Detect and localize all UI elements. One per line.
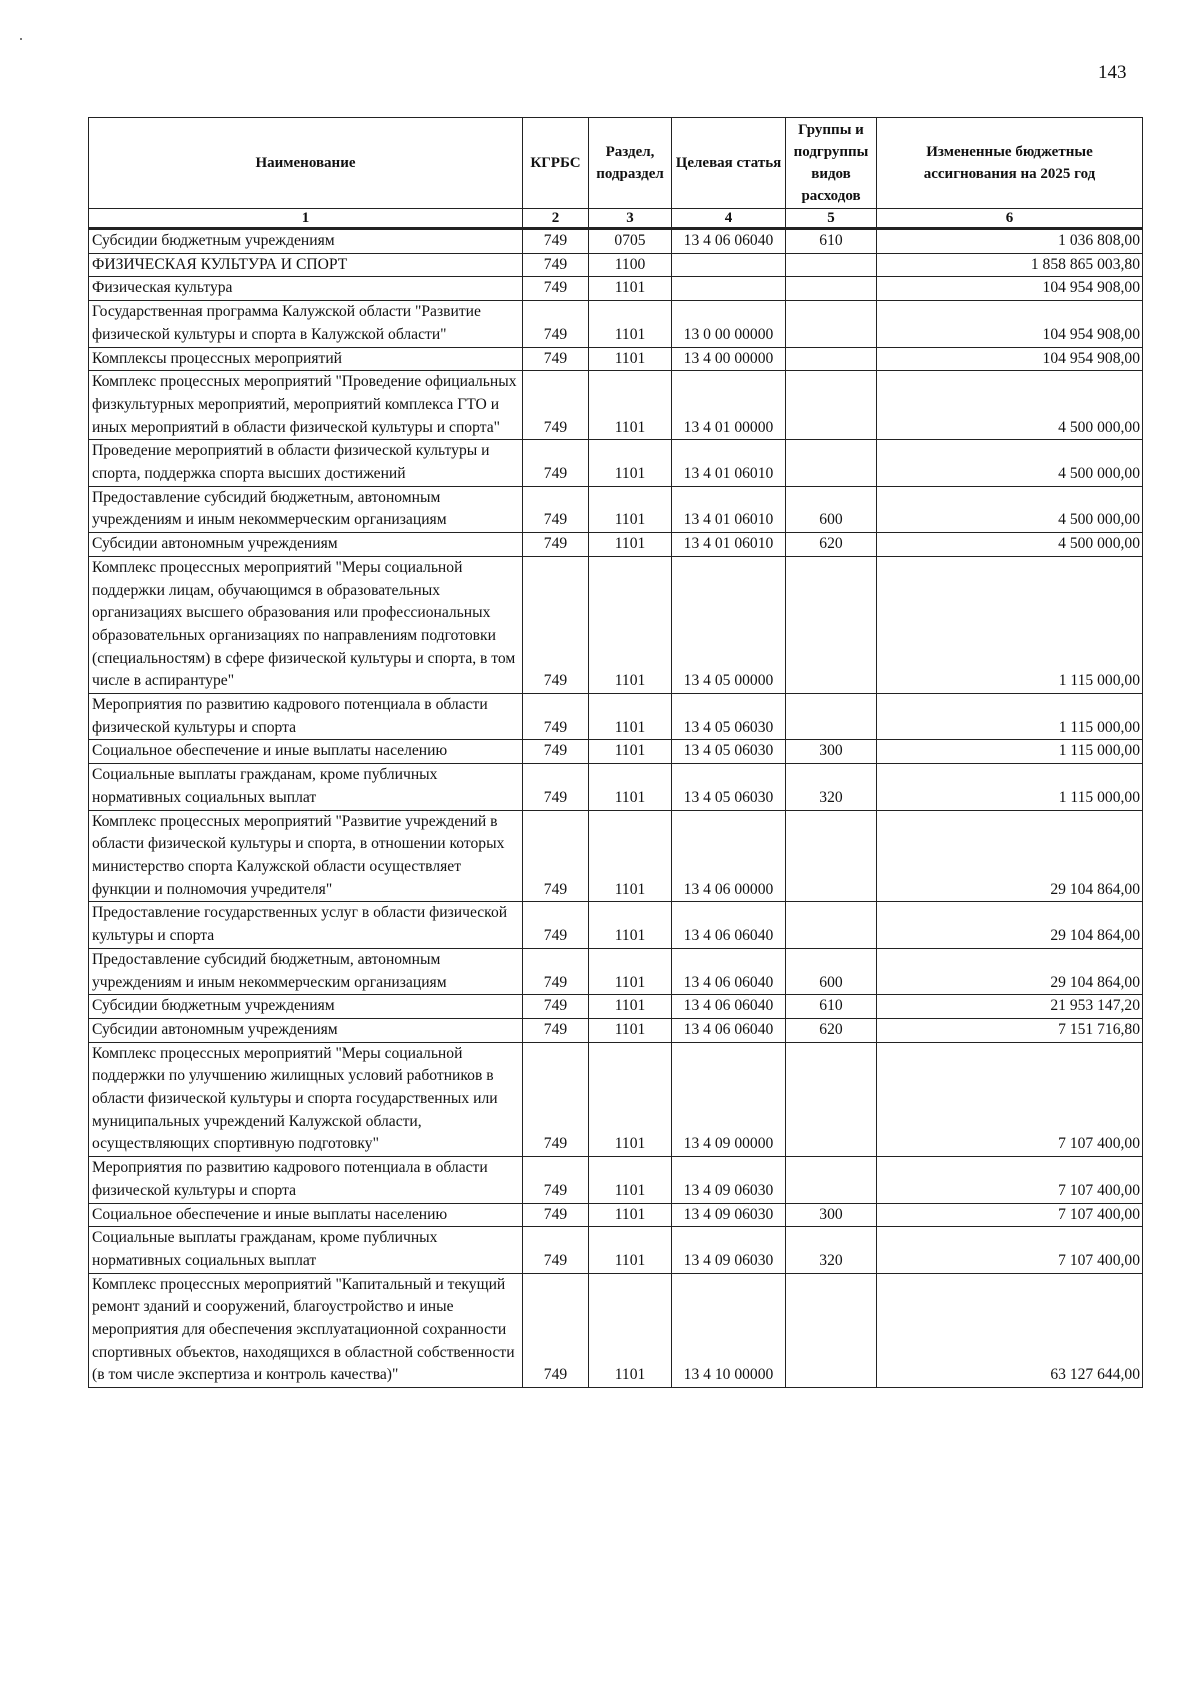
- row-kgrbs: 749: [523, 301, 589, 347]
- row-kgrbs: 749: [523, 277, 589, 301]
- table-row: [89, 694, 1143, 740]
- row-amount: 21 953 147,20: [877, 995, 1143, 1019]
- row-vid: 620: [786, 1018, 877, 1042]
- row-name: Субсидии автономным учреждениям: [89, 1018, 523, 1042]
- row-razdel: 1101: [589, 810, 672, 902]
- row-amount: 1 858 865 003,80: [877, 253, 1143, 277]
- row-amount: 4 500 000,00: [877, 440, 1143, 486]
- row-name: Субсидии бюджетным учреждениям: [89, 229, 523, 254]
- row-statya: 13 4 01 06010: [672, 486, 786, 532]
- row-kgrbs: 749: [523, 1203, 589, 1227]
- row-razdel: 1101: [589, 995, 672, 1019]
- row-vid: 300: [786, 1203, 877, 1227]
- row-kgrbs: 749: [523, 253, 589, 277]
- table-row: [89, 1157, 1143, 1203]
- row-name: Социальные выплаты гражданам, кроме публичных нормативных социальных выплат: [89, 1227, 523, 1273]
- row-name: Комплекс процессных мероприятий "Капитальный и текущий ремонт зданий и сооружений, благоустройство и иные мероприятия для обеспечения эксплуатационной сохранности спортивных объектов, находящихся в областной собственности (в том числе экспертиза и контроль качества)": [89, 1273, 523, 1388]
- header-row: [89, 118, 1143, 209]
- row-statya: 13 4 06 06040: [672, 995, 786, 1019]
- col-number: 2: [523, 209, 589, 229]
- row-amount: 29 104 864,00: [877, 902, 1143, 948]
- row-razdel: 1101: [589, 1042, 672, 1157]
- col-header-vid: Группы и подгруппы видов расходов: [786, 118, 877, 209]
- row-name: Комплекс процессных мероприятий "Развитие учреждений в области физической культуры и спорта, в отношении которых министерство спорта Калужской области осуществляет функции и полномочия учредителя": [89, 810, 523, 902]
- row-name: Мероприятия по развитию кадрового потенциала в области физической культуры и спорта: [89, 694, 523, 740]
- row-name: Комплекс процессных мероприятий "Проведение официальных физкультурных мероприятий, мероприятий комплекса ГТО и иных мероприятий в области физической культуры и спорта": [89, 371, 523, 440]
- row-amount: 7 151 716,80: [877, 1018, 1143, 1042]
- row-statya: 13 4 06 00000: [672, 810, 786, 902]
- row-vid: 320: [786, 1227, 877, 1273]
- row-kgrbs: 749: [523, 948, 589, 994]
- row-kgrbs: 749: [523, 1273, 589, 1388]
- table-row: [89, 1042, 1143, 1157]
- row-amount: 63 127 644,00: [877, 1273, 1143, 1388]
- row-razdel: 1101: [589, 440, 672, 486]
- table-row: [89, 486, 1143, 532]
- row-statya: 13 4 05 06030: [672, 694, 786, 740]
- row-statya: 13 4 06 06040: [672, 948, 786, 994]
- row-statya: 13 4 06 06040: [672, 229, 786, 254]
- table-row: [89, 371, 1143, 440]
- table-row: [89, 948, 1143, 994]
- row-name: Предоставление субсидий бюджетным, автономным учреждениям и иным некоммерческим организациям: [89, 486, 523, 532]
- row-razdel: 1101: [589, 1203, 672, 1227]
- row-amount: 1 115 000,00: [877, 694, 1143, 740]
- row-statya: 13 4 00 00000: [672, 347, 786, 371]
- row-name: Субсидии бюджетным учреждениям: [89, 995, 523, 1019]
- table-row: [89, 253, 1143, 277]
- row-razdel: 1101: [589, 740, 672, 764]
- row-vid: [786, 371, 877, 440]
- row-statya: 13 4 01 06010: [672, 440, 786, 486]
- row-vid: [786, 810, 877, 902]
- col-header-amount: Измененные бюджетные ассигнования на 2025 год: [877, 118, 1143, 209]
- row-name: Социальные выплаты гражданам, кроме публичных нормативных социальных выплат: [89, 764, 523, 810]
- row-amount: 1 115 000,00: [877, 764, 1143, 810]
- row-statya: 13 0 00 00000: [672, 301, 786, 347]
- table-row: [89, 301, 1143, 347]
- row-vid: 620: [786, 533, 877, 557]
- row-statya: 13 4 01 00000: [672, 371, 786, 440]
- row-statya: 13 4 09 06030: [672, 1203, 786, 1227]
- row-razdel: 1101: [589, 277, 672, 301]
- row-statya: [672, 253, 786, 277]
- row-name: Предоставление субсидий бюджетным, автономным учреждениям и иным некоммерческим организациям: [89, 948, 523, 994]
- col-number: 5: [786, 209, 877, 229]
- row-razdel: 1101: [589, 902, 672, 948]
- row-statya: 13 4 06 06040: [672, 902, 786, 948]
- row-kgrbs: 749: [523, 1227, 589, 1273]
- row-name: Мероприятия по развитию кадрового потенциала в области физической культуры и спорта: [89, 1157, 523, 1203]
- row-name: Комплексы процессных мероприятий: [89, 347, 523, 371]
- table-row: [89, 1273, 1143, 1388]
- row-name: Комплекс процессных мероприятий "Меры социальной поддержки лицам, обучающимся в образовательных организациях высшего образования или профессиональных образовательных организациях по направлениям подготовки (специальностям) в сфере физической культуры и спорта, в том числе в аспирантуре": [89, 556, 523, 693]
- row-vid: [786, 301, 877, 347]
- row-razdel: 1100: [589, 253, 672, 277]
- row-vid: 600: [786, 948, 877, 994]
- row-vid: [786, 1273, 877, 1388]
- row-vid: [786, 1157, 877, 1203]
- row-kgrbs: 749: [523, 1157, 589, 1203]
- row-razdel: 1101: [589, 301, 672, 347]
- header-number-row: [89, 209, 1143, 229]
- row-razdel: 1101: [589, 764, 672, 810]
- row-vid: 300: [786, 740, 877, 764]
- row-razdel: 1101: [589, 1018, 672, 1042]
- row-amount: 7 107 400,00: [877, 1042, 1143, 1157]
- col-header-statya: Целевая статья: [672, 118, 786, 209]
- row-amount: 29 104 864,00: [877, 948, 1143, 994]
- row-amount: 1 115 000,00: [877, 740, 1143, 764]
- row-vid: [786, 440, 877, 486]
- table-row: [89, 764, 1143, 810]
- row-name: Социальное обеспечение и иные выплаты населению: [89, 740, 523, 764]
- row-vid: 320: [786, 764, 877, 810]
- row-statya: 13 4 06 06040: [672, 1018, 786, 1042]
- row-kgrbs: 749: [523, 347, 589, 371]
- row-amount: 1 036 808,00: [877, 229, 1143, 254]
- row-statya: 13 4 05 06030: [672, 740, 786, 764]
- row-vid: [786, 347, 877, 371]
- row-razdel: 0705: [589, 229, 672, 254]
- row-kgrbs: 749: [523, 764, 589, 810]
- row-amount: 104 954 908,00: [877, 301, 1143, 347]
- col-header-kgrbs: КГРБС: [523, 118, 589, 209]
- row-vid: 610: [786, 995, 877, 1019]
- row-razdel: 1101: [589, 1157, 672, 1203]
- row-razdel: 1101: [589, 371, 672, 440]
- row-kgrbs: 749: [523, 371, 589, 440]
- table-row: [89, 740, 1143, 764]
- row-kgrbs: 749: [523, 533, 589, 557]
- col-header-name: Наименование: [89, 118, 523, 209]
- table-row: [89, 556, 1143, 693]
- row-name: Комплекс процессных мероприятий "Меры социальной поддержки по улучшению жилищных условий работников в области физической культуры и спорта государственных или муниципальных учреждений Калужской области, осуществляющих спортивную подготовку": [89, 1042, 523, 1157]
- col-header-razdel: Раздел, подраздел: [589, 118, 672, 209]
- row-kgrbs: 749: [523, 995, 589, 1019]
- budget-allocation-table: [88, 117, 1143, 1388]
- row-statya: 13 4 09 06030: [672, 1227, 786, 1273]
- row-amount: 29 104 864,00: [877, 810, 1143, 902]
- row-razdel: 1101: [589, 1273, 672, 1388]
- row-razdel: 1101: [589, 486, 672, 532]
- row-amount: 4 500 000,00: [877, 486, 1143, 532]
- table-row: [89, 277, 1143, 301]
- row-kgrbs: 749: [523, 1042, 589, 1157]
- row-amount: 104 954 908,00: [877, 347, 1143, 371]
- row-amount: 7 107 400,00: [877, 1157, 1143, 1203]
- table-row: [89, 229, 1143, 254]
- row-kgrbs: 749: [523, 740, 589, 764]
- row-amount: 4 500 000,00: [877, 533, 1143, 557]
- row-vid: 610: [786, 229, 877, 254]
- row-kgrbs: 749: [523, 556, 589, 693]
- table-row: [89, 1203, 1143, 1227]
- table-row: [89, 1227, 1143, 1273]
- row-name: Проведение мероприятий в области физической культуры и спорта, поддержка спорта высших достижений: [89, 440, 523, 486]
- row-kgrbs: 749: [523, 486, 589, 532]
- row-razdel: 1101: [589, 694, 672, 740]
- table-row: [89, 347, 1143, 371]
- row-razdel: 1101: [589, 556, 672, 693]
- scan-speck: [20, 38, 22, 40]
- row-kgrbs: 749: [523, 229, 589, 254]
- row-vid: [786, 902, 877, 948]
- row-name: Государственная программа Калужской области "Развитие физической культуры и спорта в Калужской области": [89, 301, 523, 347]
- row-kgrbs: 749: [523, 1018, 589, 1042]
- row-statya: 13 4 05 00000: [672, 556, 786, 693]
- row-kgrbs: 749: [523, 440, 589, 486]
- table-row: [89, 440, 1143, 486]
- row-name: Социальное обеспечение и иные выплаты населению: [89, 1203, 523, 1227]
- row-name: Субсидии автономным учреждениям: [89, 533, 523, 557]
- table-row: [89, 533, 1143, 557]
- table-body: [89, 229, 1143, 1388]
- col-number: 6: [877, 209, 1143, 229]
- row-statya: 13 4 05 06030: [672, 764, 786, 810]
- row-statya: 13 4 01 06010: [672, 533, 786, 557]
- row-vid: 600: [786, 486, 877, 532]
- row-kgrbs: 749: [523, 694, 589, 740]
- table-row: [89, 995, 1143, 1019]
- row-amount: 1 115 000,00: [877, 556, 1143, 693]
- row-razdel: 1101: [589, 1227, 672, 1273]
- row-vid: [786, 694, 877, 740]
- table-row: [89, 810, 1143, 902]
- row-vid: [786, 277, 877, 301]
- row-razdel: 1101: [589, 533, 672, 557]
- row-kgrbs: 749: [523, 810, 589, 902]
- row-razdel: 1101: [589, 347, 672, 371]
- row-amount: 7 107 400,00: [877, 1227, 1143, 1273]
- page-number: 143: [1098, 62, 1127, 83]
- col-number: 3: [589, 209, 672, 229]
- row-name: ФИЗИЧЕСКАЯ КУЛЬТУРА И СПОРТ: [89, 253, 523, 277]
- row-statya: 13 4 09 06030: [672, 1157, 786, 1203]
- row-amount: 104 954 908,00: [877, 277, 1143, 301]
- row-vid: [786, 556, 877, 693]
- row-kgrbs: 749: [523, 902, 589, 948]
- row-statya: 13 4 10 00000: [672, 1273, 786, 1388]
- row-statya: [672, 277, 786, 301]
- row-statya: 13 4 09 00000: [672, 1042, 786, 1157]
- col-number: 4: [672, 209, 786, 229]
- row-vid: [786, 253, 877, 277]
- col-number: 1: [89, 209, 523, 229]
- row-amount: 4 500 000,00: [877, 371, 1143, 440]
- table-row: [89, 902, 1143, 948]
- row-name: Предоставление государственных услуг в области физической культуры и спорта: [89, 902, 523, 948]
- row-vid: [786, 1042, 877, 1157]
- row-name: Физическая культура: [89, 277, 523, 301]
- table-row: [89, 1018, 1143, 1042]
- row-razdel: 1101: [589, 948, 672, 994]
- row-amount: 7 107 400,00: [877, 1203, 1143, 1227]
